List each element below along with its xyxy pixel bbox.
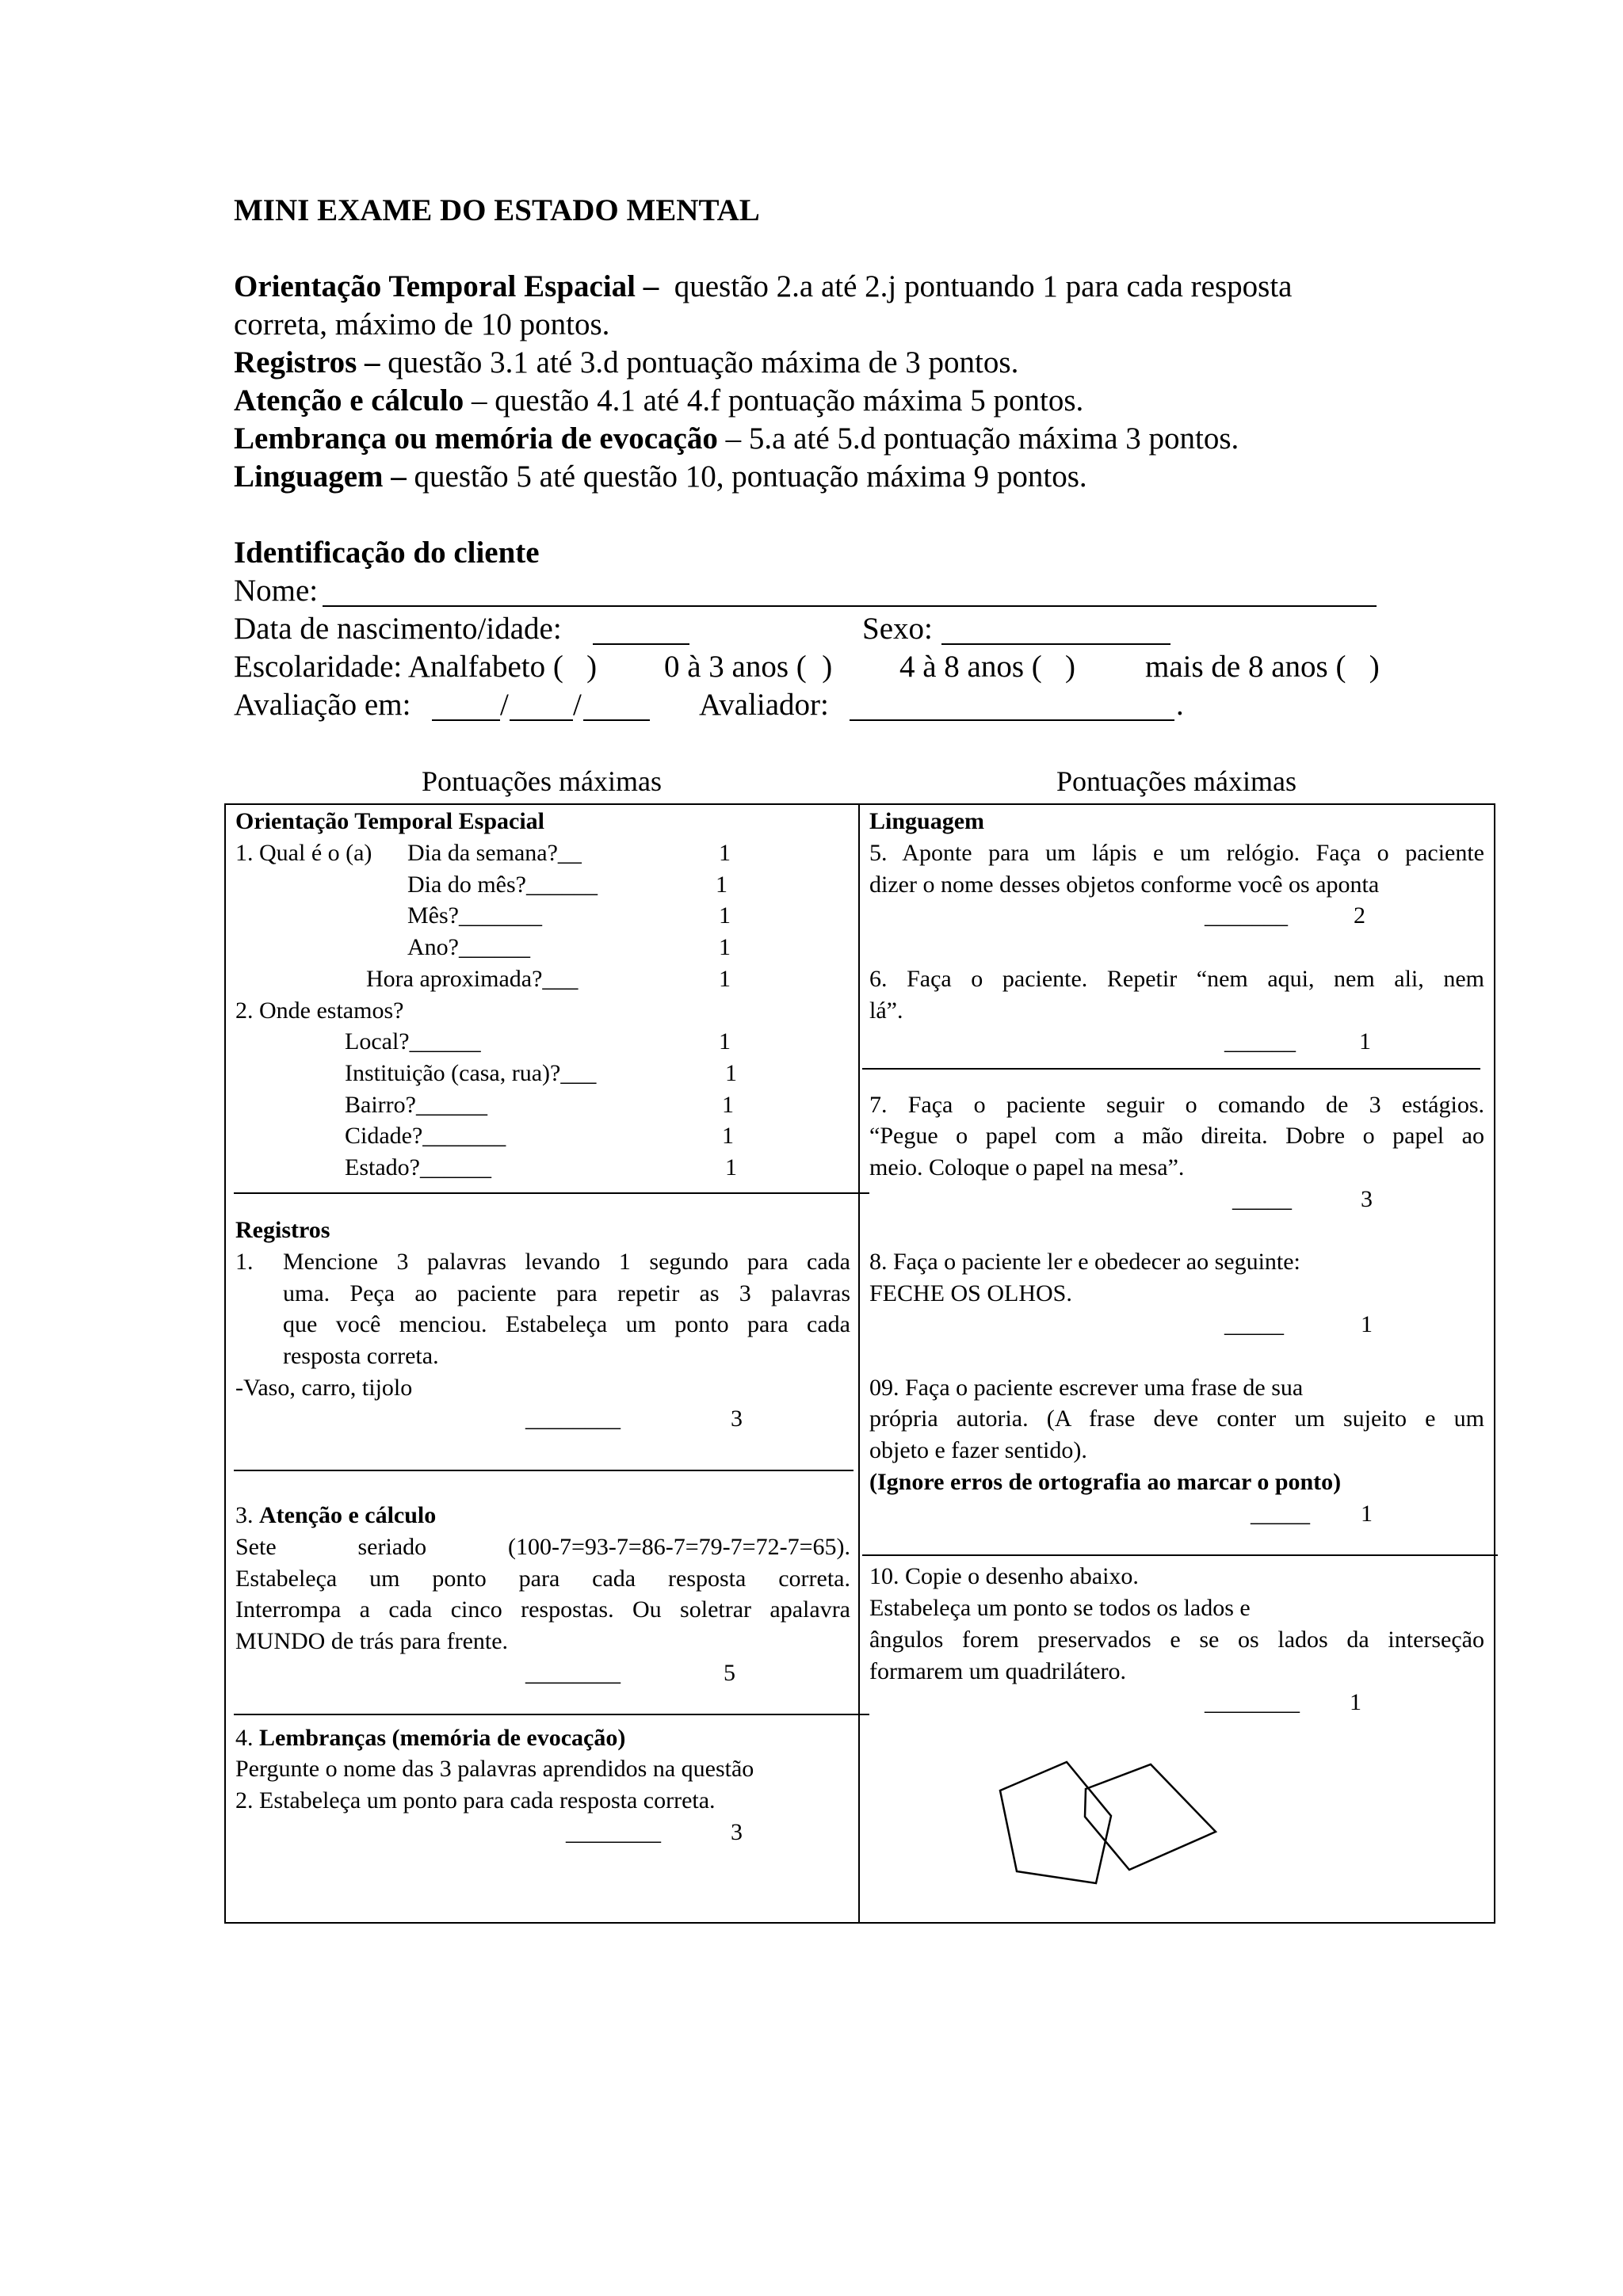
points-value: 1 <box>1361 1501 1373 1527</box>
summary-atencao <box>234 382 1083 420</box>
summary-lembranca <box>234 420 1239 458</box>
q1-item: Hora aproximada?___ <box>366 966 579 992</box>
q2-item: Bairro?______ <box>345 1092 487 1118</box>
lembrancas-number: 4. <box>235 1725 259 1751</box>
date-separator: / <box>573 688 582 722</box>
evaluator-field[interactable] <box>850 719 1174 721</box>
q9-note: (Ignore erros de ortografia ao marcar o ponto) <box>869 1469 1342 1495</box>
q7-text: “Pegue o papel com a mão direita. Dobre o papel ao <box>869 1123 1484 1149</box>
date-day[interactable] <box>432 719 500 721</box>
q1-item: Ano?______ <box>407 934 530 960</box>
score-blank[interactable]: _____ <box>1232 1186 1292 1212</box>
registros-text: que você menciou. Estabeleça um ponto para cada <box>283 1311 850 1337</box>
name-field[interactable] <box>323 605 1377 607</box>
max-scores-header-left: Pontuações máximas <box>422 765 662 797</box>
summary-label: Linguagem – <box>234 460 407 494</box>
points-value: 3 <box>731 1819 743 1845</box>
sex-label: Sexo: <box>862 612 933 646</box>
q10-text: formarem um quadrilátero. <box>869 1658 1127 1684</box>
q8-text: 8. Faça o paciente ler e obedecer ao seguinte: <box>869 1249 1300 1275</box>
points-value: 1 <box>1361 1311 1373 1337</box>
points-value: 3 <box>1361 1186 1373 1212</box>
score-blank[interactable]: ______ <box>1224 1028 1296 1055</box>
summary-text: questão 5 até questão 10, pontuação máxima 9 pontos. <box>406 460 1087 494</box>
date-month[interactable] <box>510 719 573 721</box>
q1-item: Mês?_______ <box>407 902 542 929</box>
name-label: Nome: <box>234 574 319 608</box>
q9-text: objeto e fazer sentido). <box>869 1437 1087 1463</box>
q2-item: Cidade?_______ <box>345 1123 506 1149</box>
summary-text: – questão 4.1 até 4.f pontuação máxima 5 pontos. <box>464 383 1084 418</box>
q5-text: dizer o nome desses objetos conforme você os aponta <box>869 871 1380 898</box>
q1-prefix: 1. Qual é o (a) <box>235 840 372 866</box>
atencao-text: Sete seriado (100-7=93-7=86-7=79-7=72-7=65). <box>235 1534 850 1560</box>
q9-text: 09. Faça o paciente escrever uma frase de sua <box>869 1375 1304 1401</box>
linguagem-title: Linguagem <box>869 808 985 834</box>
q10-text: Estabeleça um ponto se todos os lados e <box>869 1595 1251 1621</box>
q6-text: lá”. <box>869 997 903 1024</box>
registros-words: -Vaso, carro, tijolo <box>235 1375 413 1401</box>
registros-number: 1. <box>235 1249 254 1275</box>
points-value: 1 <box>719 966 731 992</box>
evaluator-label: Avaliador: <box>699 688 829 722</box>
points-value: 1 <box>719 1028 731 1055</box>
page-title: MINI EXAME DO ESTADO MENTAL <box>234 193 760 227</box>
q8-text: FECHE OS OLHOS. <box>869 1280 1072 1306</box>
column-divider <box>858 803 860 1922</box>
score-blank[interactable]: ________ <box>525 1405 621 1432</box>
pentagon-right <box>1085 1764 1216 1870</box>
summary-orientation-cont: correta, máximo de 10 pontos. <box>234 307 610 341</box>
schooling-0-3[interactable]: 0 à 3 anos ( ) <box>664 650 833 684</box>
score-blank[interactable]: _____ <box>1224 1311 1284 1337</box>
points-value: 1 <box>1350 1689 1361 1715</box>
points-value: 5 <box>724 1660 735 1686</box>
summary-label: Registros – <box>234 345 380 379</box>
q7-text: meio. Coloque o papel na mesa”. <box>869 1154 1185 1180</box>
q1-item: Dia do mês?______ <box>407 871 598 898</box>
q1-item: Dia da semana?__ <box>407 840 582 866</box>
evaluator-period: . <box>1176 688 1184 722</box>
registros-text: uma. Peça ao paciente para repetir as 3 palavras <box>283 1280 850 1306</box>
summary-linguagem <box>234 458 1087 496</box>
q5-text: 5. Aponte para um lápis e um relógio. Faça o paciente <box>869 840 1484 866</box>
score-blank[interactable]: _____ <box>1251 1501 1310 1527</box>
schooling-4-8[interactable]: 4 à 8 anos ( ) <box>899 650 1076 684</box>
orientation-title: Orientação Temporal Espacial <box>235 808 544 834</box>
summary-text: questão 3.1 até 3.d pontuação máxima de 3 pontos. <box>380 345 1019 379</box>
section-divider <box>234 1470 854 1471</box>
date-year[interactable] <box>583 719 650 721</box>
summary-label: Orientação Temporal Espacial – <box>234 269 659 303</box>
points-value: 1 <box>725 1060 737 1086</box>
q10-text: ângulos forem preservados e se os lados da interseção <box>869 1627 1484 1653</box>
q2-item: Instituição (casa, rua)?___ <box>345 1060 597 1086</box>
lembrancas-text: Pergunte o nome das 3 palavras aprendidos na questão <box>235 1756 754 1782</box>
evaluation-date-label: Avaliação em: <box>234 688 411 722</box>
registros-text: resposta correta. <box>283 1343 439 1369</box>
schooling-8-plus[interactable]: mais de 8 anos ( ) <box>1145 650 1380 684</box>
summary-text: questão 2.a até 2.j pontuando 1 para cada resposta <box>659 269 1293 303</box>
identification-heading: Identificação do cliente <box>234 536 540 570</box>
registros-title: Registros <box>235 1217 330 1243</box>
points-value: 3 <box>731 1405 743 1432</box>
birth-field[interactable] <box>593 643 689 645</box>
atencao-text: Estabeleça um ponto para cada resposta correta. <box>235 1566 850 1592</box>
section-divider <box>234 1192 869 1194</box>
q2-label: 2. Onde estamos? <box>235 997 404 1024</box>
atencao-heading <box>235 1500 436 1531</box>
q2-item: Local?______ <box>345 1028 481 1055</box>
intersecting-pentagons-figure <box>991 1743 1228 1901</box>
q2-item: Estado?______ <box>345 1154 491 1180</box>
points-value: 1 <box>719 902 731 929</box>
sex-field[interactable] <box>941 643 1170 645</box>
points-value: 1 <box>719 934 731 960</box>
section-divider <box>862 1554 1498 1556</box>
points-value: 1 <box>722 1123 734 1149</box>
schooling-illiterate[interactable]: Escolaridade: Analfabeto ( ) <box>234 650 598 684</box>
score-blank[interactable]: ________ <box>1205 1689 1300 1715</box>
summary-label: Lembrança ou memória de evocação <box>234 421 718 456</box>
max-scores-header-right: Pontuações máximas <box>1056 765 1296 797</box>
atencao-text: Interrompa a cada cinco respostas. Ou soletrar apalavra <box>235 1596 850 1623</box>
summary-text: – 5.a até 5.d pontuação máxima 3 pontos. <box>717 421 1239 456</box>
summary-registros <box>234 344 1018 382</box>
points-value: 2 <box>1354 902 1365 929</box>
score-blank[interactable]: _______ <box>1205 902 1288 929</box>
birth-label: Data de nascimento/idade: <box>234 612 562 646</box>
pentagon-left <box>1000 1762 1111 1883</box>
section-divider <box>862 1068 1480 1070</box>
section-divider <box>234 1714 869 1715</box>
atencao-text: MUNDO de trás para frente. <box>235 1628 509 1654</box>
points-value: 1 <box>725 1154 737 1180</box>
score-blank[interactable]: ________ <box>525 1660 621 1686</box>
q9-text: própria autoria. (A frase deve conter um sujeito e um <box>869 1405 1484 1432</box>
atencao-number: 3. <box>235 1502 259 1528</box>
atencao-title: Atenção e cálculo <box>259 1502 437 1528</box>
points-value: 1 <box>716 871 727 898</box>
points-value: 1 <box>719 840 731 866</box>
summary-orientation <box>234 268 1292 306</box>
date-separator: / <box>500 688 509 722</box>
registros-text: Mencione 3 palavras levando 1 segundo para cada <box>283 1249 850 1275</box>
points-value: 1 <box>722 1092 734 1118</box>
q7-text: 7. Faça o paciente seguir o comando de 3 estágios. <box>869 1092 1484 1118</box>
lembrancas-title: Lembranças (memória de evocação) <box>259 1725 626 1751</box>
lembrancas-heading <box>235 1722 625 1754</box>
summary-label: Atenção e cálculo <box>234 383 464 418</box>
q10-text: 10. Copie o desenho abaixo. <box>869 1563 1139 1589</box>
points-value: 1 <box>1359 1028 1371 1055</box>
lembrancas-text: 2. Estabeleça um ponto para cada resposta correta. <box>235 1787 716 1814</box>
q6-text: 6. Faça o paciente. Repetir “nem aqui, nem ali, nem <box>869 966 1484 992</box>
score-blank[interactable]: ________ <box>566 1819 661 1845</box>
